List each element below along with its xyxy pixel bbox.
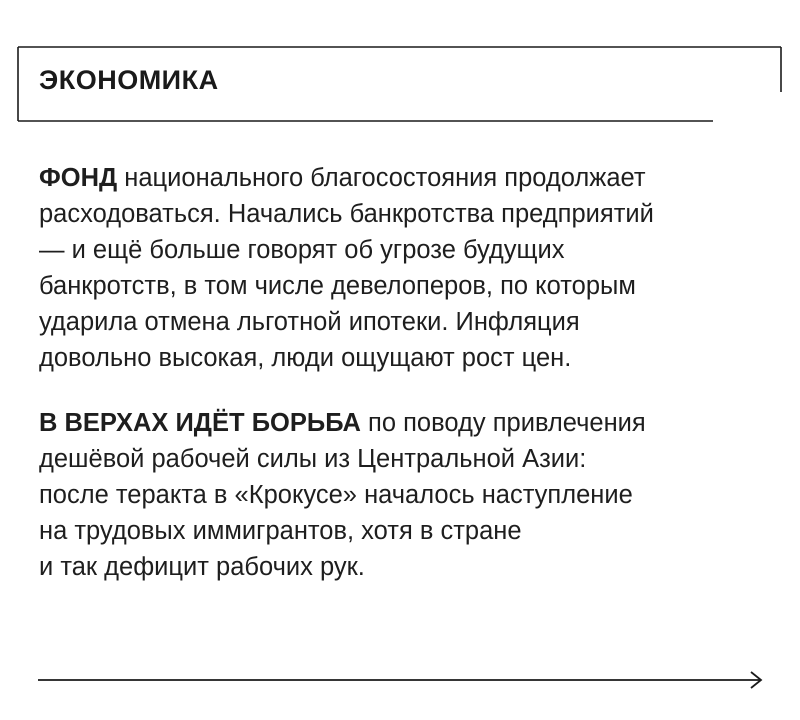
paragraph-line: расходоваться. Начались банкротства предприятий [39,200,654,228]
paragraph-line [39,405,769,441]
paragraph-line: — и ещё больше говорят об угрозе будущих [39,236,565,264]
section-title: ЭКОНОМИКА [39,65,219,95]
paragraph-line-text: национального благосостояния продолжает [117,164,646,192]
paragraph-lead: ФОНД [39,164,118,192]
paragraph-line-text: по поводу привлечения [360,409,646,437]
paragraph-lead: В ВЕРХАХ ИДЁТ БОРЬБА [39,409,361,437]
paragraph-line: довольно высокая, люди ощущают рост цен. [39,344,572,372]
paragraph-line: ударила отмена льготной ипотеки. Инфляция [39,308,580,336]
paragraph-line: банкротств, в том числе девелоперов, по которым [39,272,636,300]
paragraph-economy-fund [39,160,769,376]
arrow-right-icon[interactable] [38,667,768,693]
paragraph-line: и так дефицит рабочих рук. [39,553,365,581]
paragraph-line: после теракта в «Крокусе» началось наступление [39,481,633,509]
paragraph-line [39,160,769,196]
paragraph-line: дешёвой рабочей силы из Центральной Азии: [39,445,587,473]
paragraph-line: на трудовых иммигрантов, хотя в стране [39,517,522,545]
paragraph-labor-struggle [39,405,769,585]
